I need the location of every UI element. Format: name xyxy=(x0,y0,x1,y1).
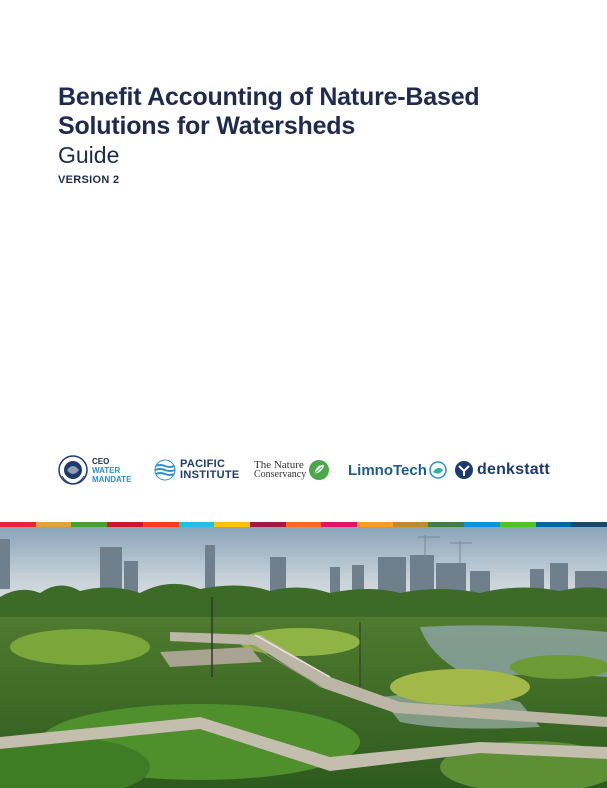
pacific-wave-icon xyxy=(154,459,176,481)
limnotech-wordmark: LimnoTech xyxy=(348,461,427,479)
wetland-park-illustration xyxy=(0,527,607,788)
title-block xyxy=(58,83,578,186)
tnc-line-1: The Nature xyxy=(254,459,304,471)
cover-photo-wetland xyxy=(0,527,607,788)
denkstatt-mark-icon xyxy=(454,460,474,480)
version-label: VERSION 2 xyxy=(58,174,120,186)
title-line-2: Solutions for Watersheds xyxy=(58,112,356,140)
tnc-line-2: Conservancy xyxy=(254,469,307,480)
title-line-1: Benefit Accounting of Nature-Based xyxy=(58,83,480,111)
document-title xyxy=(58,83,578,141)
institute-line: INSTITUTE xyxy=(180,469,240,481)
mandate-line: MANDATE xyxy=(92,474,132,484)
limnotech-logo xyxy=(348,452,447,488)
water-line: WATER xyxy=(92,465,121,475)
denkstatt-wordmark: denkstatt xyxy=(477,461,550,478)
limnotech-swirl-icon xyxy=(429,461,447,479)
subtitle: Guide xyxy=(58,142,120,168)
partner-logos xyxy=(58,452,558,488)
ceo-water-mandate-logo xyxy=(58,452,131,488)
ceo-line: CEO xyxy=(92,456,110,466)
oak-leaf-icon xyxy=(308,459,330,481)
denkstatt-logo xyxy=(454,452,550,488)
un-global-compact-seal-icon xyxy=(58,454,88,486)
nature-conservancy-logo xyxy=(254,452,330,488)
pacific-line: PACIFIC xyxy=(180,458,226,470)
pacific-institute-logo xyxy=(154,452,240,488)
